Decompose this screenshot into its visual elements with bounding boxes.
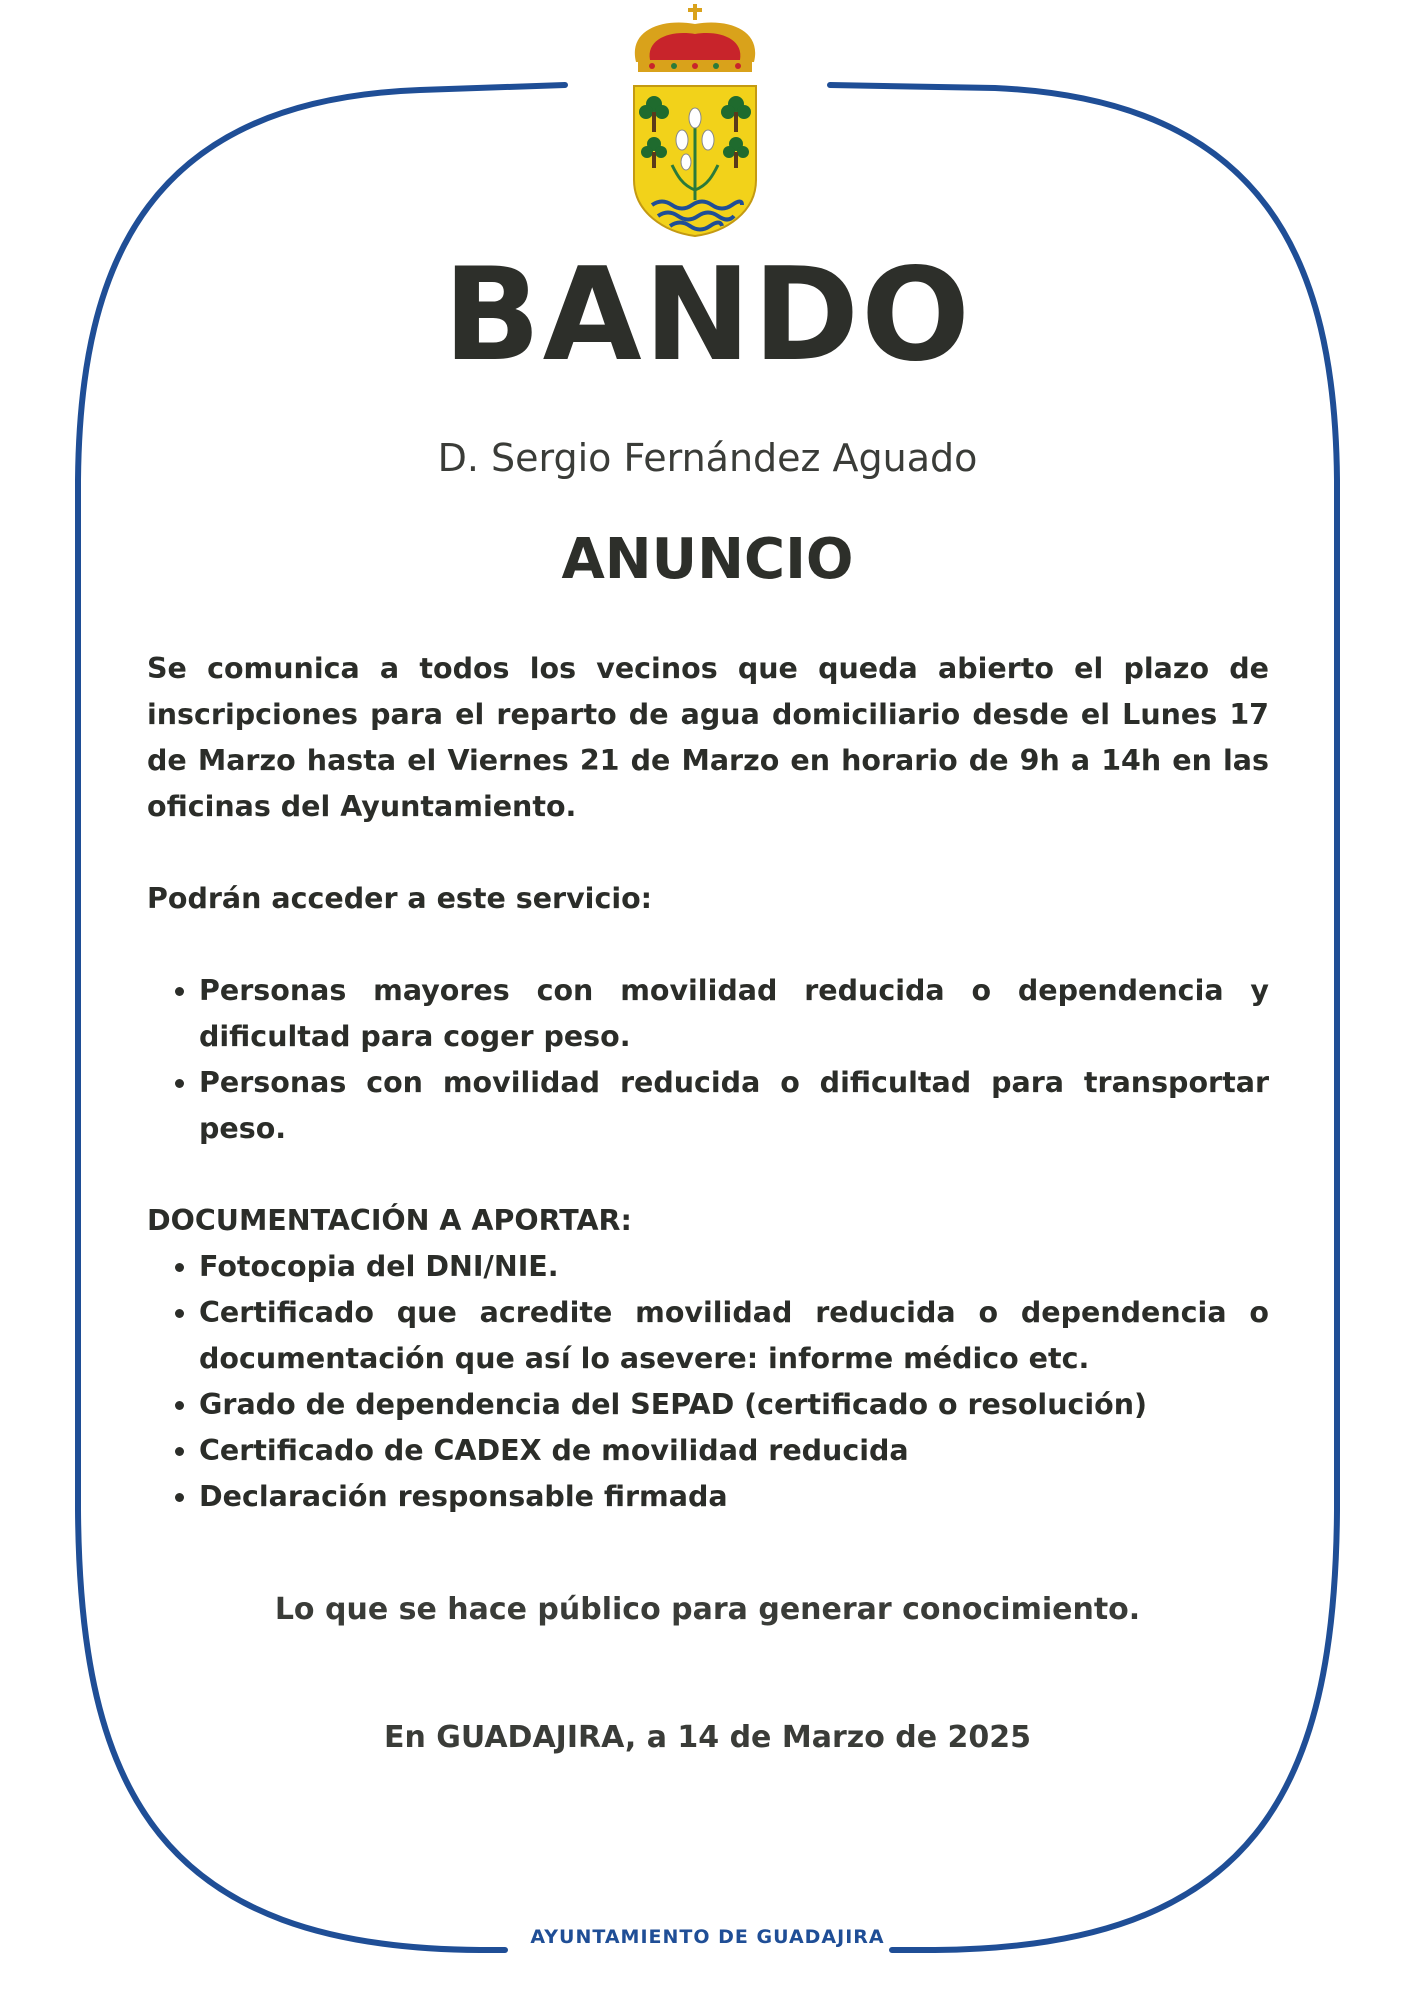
- announcement-body: [147, 646, 1269, 1520]
- list-item: • Personas mayores con movilidad reducida o dependencia y dificultad para coger peso.: [199, 968, 1269, 1060]
- dateline: En GUADAJIRA, a 14 de Marzo de 2025: [383, 1720, 1032, 1755]
- announcement-heading: ANUNCIO: [561, 527, 854, 592]
- intro-paragraph: Se comunica a todos los vecinos que queda abierto el plazo de inscripciones para el reparto de agua domiciliario desde el Lunes 17 de Marzo hasta el Viernes 21 de Marzo en horario de 9h a 14h en las oficinas del Ayuntamiento.: [147, 652, 1269, 823]
- list-item: • Grado de dependencia del SEPAD (certificado o resolución): [199, 1382, 1269, 1428]
- coat-of-arms-logo: [622, 0, 768, 240]
- closing-statement: Lo que se hace público para generar conocimiento.: [274, 1592, 1141, 1627]
- list-item: • Personas con movilidad reducida o dificultad para transportar peso.: [199, 1060, 1269, 1152]
- footer-organization: AYUNTAMIENTO DE GUADAJIRA: [530, 1926, 885, 1948]
- shield-icon: [634, 86, 756, 236]
- docs-list: [147, 1244, 1269, 1520]
- crown-icon: [635, 4, 755, 72]
- access-heading: Podrán acceder a este servicio:: [147, 882, 653, 915]
- document-title: BANDO: [443, 241, 972, 390]
- list-item: • Declaración responsable firmada: [199, 1474, 1269, 1520]
- list-item: • Certificado que acredite movilidad reducida o dependencia o documentación que así lo asevere: informe médico etc.: [199, 1290, 1269, 1382]
- list-item: • Fotocopia del DNI/NIE.: [199, 1244, 1269, 1290]
- mayor-name: D. Sergio Fernández Aguado: [437, 436, 978, 480]
- docs-heading: DOCUMENTACIÓN A APORTAR:: [147, 1204, 632, 1237]
- list-item: • Certificado de CADEX de movilidad reducida: [199, 1428, 1269, 1474]
- access-list: [147, 968, 1269, 1152]
